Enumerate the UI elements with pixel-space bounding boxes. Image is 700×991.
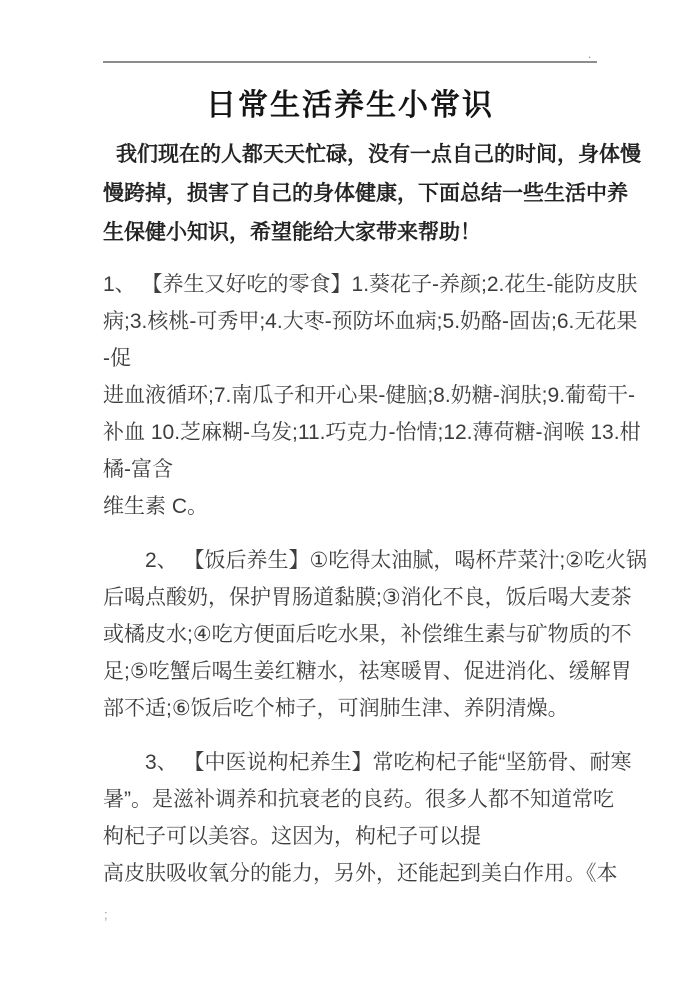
page-title: 日常生活养生小常识 bbox=[206, 89, 494, 122]
text-line: 橘-富含 bbox=[103, 458, 173, 481]
section-healthy-snacks bbox=[103, 266, 641, 525]
text-line: 生保健小知识，希望能给大家带来帮助！ bbox=[103, 221, 481, 244]
text-line: 枸杞子可以美容。这因为，枸杞子可以提 bbox=[103, 825, 481, 848]
text-line: 我们现在的人都天天忙碌，没有一点自己的时间，身体慢 bbox=[116, 143, 641, 166]
intro-paragraph bbox=[103, 135, 641, 252]
text-line: 部不适;⑥饭后吃个柿子，可润肺生津、养阴清燥。 bbox=[103, 697, 569, 720]
header-rule bbox=[103, 61, 597, 63]
text-line: 足;⑤吃蟹后喝生姜红糖水，祛寒暖胃、促进消化、缓解胃 bbox=[103, 660, 632, 683]
text-line: 病;3.核桃-可秀甲;4.大枣-预防坏血病;5.奶酪-固齿;6.无花果 bbox=[103, 310, 638, 333]
text-line: 后喝点酸奶，保护胃肠道黏膜;③消化不良，饭后喝大麦茶 bbox=[103, 586, 632, 609]
text-line: -促 bbox=[103, 347, 131, 370]
cursor-artifact: ; bbox=[104, 907, 108, 922]
section-after-meal-care bbox=[103, 542, 647, 727]
section-goji-berry bbox=[103, 744, 632, 892]
text-line: 或橘皮水;④吃方便面后吃水果，补偿维生素与矿物质的不 bbox=[103, 623, 632, 646]
header-dot-artifact: . bbox=[588, 47, 592, 61]
text-line: 维生素 C。 bbox=[103, 495, 208, 518]
text-line: 3、 【中医说枸杞养生】常吃枸杞子能“坚筋骨、耐寒 bbox=[145, 751, 632, 774]
text-line: 补血 10.芝麻糊-乌发;11.巧克力-怡情;12.薄荷糖-润喉 13.柑 bbox=[103, 421, 641, 444]
text-line: 高皮肤吸收氧分的能力，另外，还能起到美白作用。《本 bbox=[103, 862, 618, 885]
text-line: 2、 【饭后养生】①吃得太油腻，喝杯芹菜汁;②吃火锅 bbox=[145, 549, 647, 572]
text-line: 进血液循环;7.南瓜子和开心果-健脑;8.奶糖-润肤;9.葡萄干- bbox=[103, 384, 636, 407]
text-line: 慢跨掉，损害了自己的身体健康，下面总结一些生活中养 bbox=[103, 182, 628, 205]
text-line: 暑”。是滋补调养和抗衰老的良药。很多人都不知道常吃 bbox=[103, 788, 614, 811]
text-line: 1、 【养生又好吃的零食】1.葵花子-养颜;2.花生-能防皮肤 bbox=[103, 273, 638, 296]
